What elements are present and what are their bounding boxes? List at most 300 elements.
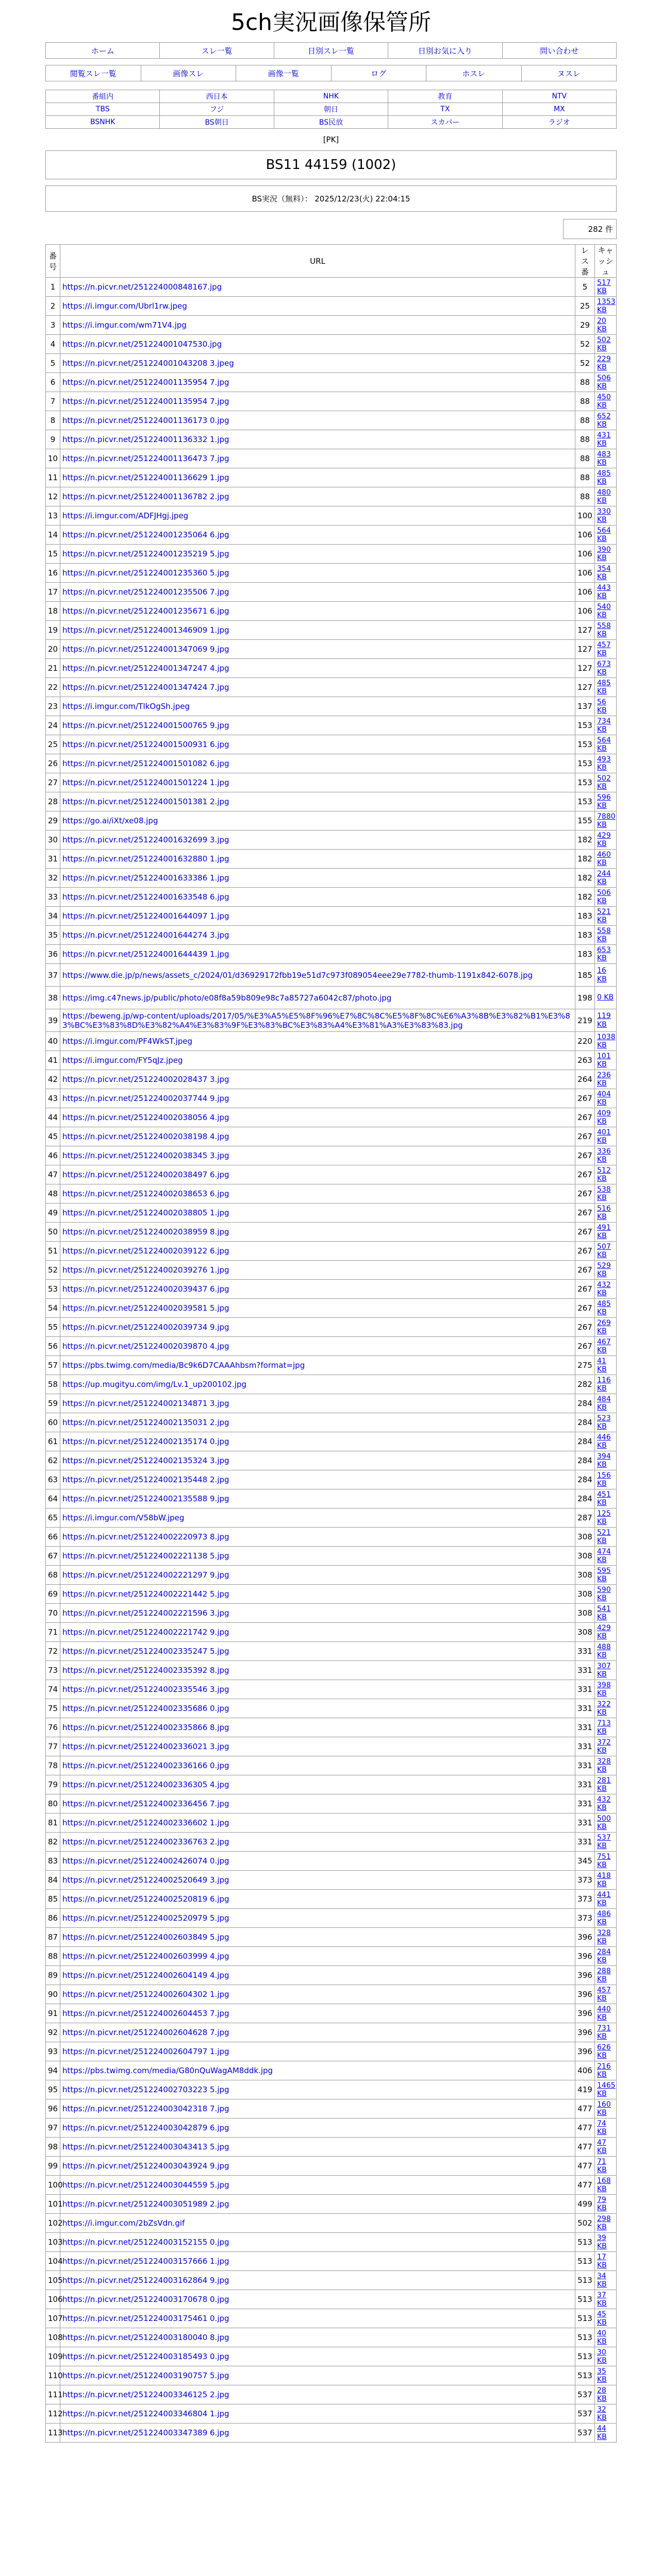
cache-size-link[interactable]: 446 KB <box>597 1433 611 1450</box>
cache-size-link[interactable]: 44 KB <box>597 2424 607 2442</box>
cache-size-link[interactable]: 485 KB <box>597 469 611 486</box>
image-url-link[interactable]: https://n.picvr.net/251224002335546 3.jpg <box>62 1685 229 1694</box>
image-url-link[interactable]: https://n.picvr.net/251224001135954 7.jpg <box>62 397 229 406</box>
cache-size-link[interactable]: 450 KB <box>597 393 611 410</box>
image-url-link[interactable]: https://n.picvr.net/251224003042879 6.jpg <box>62 2123 229 2133</box>
cache-size-link[interactable]: 429 KB <box>597 831 611 849</box>
image-url-link[interactable]: https://i.imgur.com/PF4WkST.jpeg <box>62 1037 193 1046</box>
image-url-link[interactable]: https://n.picvr.net/251224002335866 8.jpg <box>62 1723 229 1733</box>
board-link[interactable]: TBS <box>95 105 110 114</box>
board-link[interactable]: 朝日 <box>323 106 338 114</box>
board-link[interactable]: BSNHK <box>90 118 115 127</box>
cache-size-link[interactable]: 390 KB <box>597 545 611 563</box>
image-url-link[interactable]: https://n.picvr.net/251224002604302 1.jpg <box>62 1990 229 1999</box>
cache-size-link[interactable]: 160 KB <box>597 2100 611 2117</box>
cache-size-link[interactable]: 590 KB <box>597 1585 611 1603</box>
image-url-link[interactable]: https://n.picvr.net/251224001644097 1.jpg <box>62 911 229 921</box>
image-url-link[interactable]: https://i.imgur.com/ADFJHgj.jpeg <box>62 511 189 521</box>
row-cache <box>595 1718 617 1737</box>
nav-link[interactable]: ホーム <box>91 46 114 56</box>
image-url-link[interactable]: https://up.mugityu.com/img/Lv.1_up200102.jpg <box>62 1380 246 1389</box>
row-res: 153 <box>575 735 595 754</box>
cache-size-link[interactable]: 39 KB <box>597 2233 607 2251</box>
cache-size-link[interactable]: 1038 KB <box>597 1032 616 1050</box>
cache-size-link[interactable]: 119 KB <box>597 1012 611 1029</box>
cache-size-link[interactable]: 653 KB <box>597 945 611 963</box>
cache-size-link[interactable]: 500 KB <box>597 1814 611 1832</box>
image-url-link[interactable]: https://i.imgur.com/TIkOgSh.jpeg <box>62 702 190 711</box>
cache-size-link[interactable]: 523 KB <box>597 1414 611 1431</box>
cache-size-link[interactable]: 269 KB <box>597 1318 611 1336</box>
image-url-link[interactable]: https://n.picvr.net/251224002604797 1.jpg <box>62 2047 229 2057</box>
row-res: 127 <box>575 621 595 640</box>
image-url-link[interactable]: https://n.picvr.net/251224002603999 4.jpg <box>62 1952 229 1961</box>
cache-size-link[interactable]: 488 KB <box>597 1642 611 1660</box>
cache-size-link[interactable]: 517 KB <box>597 278 611 296</box>
image-url-link[interactable]: https://n.picvr.net/251224001644439 1.jpg <box>62 950 229 959</box>
image-url-link[interactable]: https://n.picvr.net/251224002604628 7.jpg <box>62 2028 229 2038</box>
row-url <box>60 354 575 373</box>
table-row <box>46 1966 617 1985</box>
image-url-link[interactable]: https://n.picvr.net/251224003043413 5.jpg <box>62 2142 229 2152</box>
cache-size-link[interactable]: 116 KB <box>597 1376 611 1393</box>
image-url-link[interactable]: https://n.picvr.net/251224001047530.jpg <box>62 340 222 349</box>
image-url-link[interactable]: https://n.picvr.net/251224002604149 4.jpg <box>62 1971 229 1980</box>
image-url-link[interactable]: https://n.picvr.net/251224001501082 6.jpg <box>62 759 229 769</box>
cache-size-link[interactable]: 56 KB <box>597 698 607 715</box>
image-url-link[interactable]: https://n.picvr.net/251224002135324 3.jpg <box>62 1456 229 1466</box>
cache-size-link[interactable]: 401 KB <box>597 1128 611 1145</box>
cache-size-link[interactable]: 394 KB <box>597 1452 611 1469</box>
cache-size-link[interactable]: 485 KB <box>597 679 611 696</box>
row-number: 78 <box>46 1756 60 1775</box>
image-url-link[interactable]: https://n.picvr.net/251224002221596 3.jpg <box>62 1608 229 1618</box>
board-link[interactable]: NTV <box>552 92 567 101</box>
image-url-link[interactable]: https://n.picvr.net/251224001135954 7.jpg <box>62 378 229 387</box>
image-url-link[interactable]: https://pbs.twimg.com/media/Bc9k6D7CAAAhbsm?format=jpg <box>62 1361 305 1370</box>
image-url-link[interactable]: https://n.picvr.net/251224003346804 1.jpg <box>62 2409 229 2419</box>
cache-size-link[interactable]: 484 KB <box>597 1395 611 1412</box>
image-url-link[interactable]: https://n.picvr.net/251224001633386 1.jpg <box>62 873 229 883</box>
cache-size-link[interactable]: 1353 KB <box>597 297 616 315</box>
cache-size-link[interactable]: 168 KB <box>597 2176 611 2194</box>
cache-size-link[interactable]: 45 KB <box>597 2310 607 2327</box>
image-url-link[interactable]: https://n.picvr.net/251224003347389 6.jpg <box>62 2428 229 2438</box>
table-row <box>46 354 617 373</box>
image-url-link[interactable]: https://pbs.twimg.com/media/G80nQuWagAM8ddk.jpg <box>62 2066 273 2076</box>
image-url-link[interactable]: https://n.picvr.net/251224003180040 8.jpg <box>62 2333 229 2343</box>
row-res: 331 <box>575 1642 595 1661</box>
cache-size-link[interactable]: 229 KB <box>597 354 611 372</box>
row-cache <box>595 1432 617 1451</box>
image-url-link[interactable]: https://i.imgur.com/2bZsVdn.gif <box>62 2218 185 2228</box>
cache-size-link[interactable]: 328 KB <box>597 1928 611 1946</box>
board-cell <box>502 90 616 103</box>
image-url-link[interactable]: https://n.picvr.net/251224002135031 2.jpg <box>62 1418 229 1428</box>
row-number: 45 <box>46 1127 60 1146</box>
image-url-link[interactable]: https://n.picvr.net/251224003152155 0.jpg <box>62 2238 229 2247</box>
image-url-link[interactable]: https://n.picvr.net/251224002426074 0.jpg <box>62 1856 229 1866</box>
cache-size-link[interactable]: 506 KB <box>597 888 611 906</box>
subnav-link[interactable]: ホスレ <box>462 69 486 78</box>
cache-size-link[interactable]: 512 KB <box>597 1166 611 1183</box>
image-url-link[interactable]: https://n.picvr.net/251224003175461 0.jpg <box>62 2314 229 2324</box>
table-row <box>46 392 617 411</box>
row-number: 63 <box>46 1470 60 1489</box>
cache-size-link[interactable]: 281 KB <box>597 1776 611 1793</box>
cache-size-link[interactable]: 35 KB <box>597 2367 607 2384</box>
cache-size-link[interactable]: 32 KB <box>597 2405 607 2422</box>
cache-size-link[interactable]: 480 KB <box>597 488 611 505</box>
image-url-link[interactable]: https://n.picvr.net/251224002703223 5.jpg <box>62 2085 229 2095</box>
image-url-link[interactable]: https://n.picvr.net/251224003044559 5.jpg <box>62 2180 229 2190</box>
cache-size-link[interactable]: 596 KB <box>597 793 611 810</box>
cache-size-link[interactable]: 443 KB <box>597 583 611 601</box>
image-url-link[interactable]: https://n.picvr.net/251224003042318 7.jpg <box>62 2104 229 2114</box>
board-link[interactable]: 西日本 <box>206 93 228 101</box>
image-url-link[interactable]: https://n.picvr.net/251224002520819 6.jpg <box>62 1894 229 1904</box>
cache-size-link[interactable]: 336 KB <box>597 1147 611 1164</box>
image-url-link[interactable]: https://n.picvr.net/251224002037744 9.jpg <box>62 1094 229 1104</box>
row-url <box>60 850 575 869</box>
image-url-link[interactable]: https://n.picvr.net/251224001347247 4.jpg <box>62 664 229 673</box>
image-url-link[interactable]: https://n.picvr.net/251224002335686 0.jpg <box>62 1704 229 1714</box>
cache-size-link[interactable]: 731 KB <box>597 2024 611 2041</box>
image-url-link[interactable]: https://n.picvr.net/251224002220973 8.jpg <box>62 1532 229 1542</box>
image-url-link[interactable]: https://i.imgur.com/V58bW.jpeg <box>62 1513 185 1523</box>
cache-size-link[interactable]: 0 KB <box>597 993 614 1002</box>
table-row <box>46 2042 617 2061</box>
image-url-link[interactable]: https://n.picvr.net/251224002336602 1.jpg <box>62 1818 229 1828</box>
image-url-link[interactable]: https://img.c47news.jp/public/photo/e08f8a59b809e98c7a85727a6042c87/photo.jpg <box>62 993 392 1003</box>
image-url-link[interactable]: https://n.picvr.net/251224001235671 6.jpg <box>62 606 229 616</box>
image-url-link[interactable]: https://n.picvr.net/251224001043208 3.jpeg <box>62 359 234 368</box>
cache-size-link[interactable]: 40 KB <box>597 2329 607 2346</box>
cache-size-link[interactable]: 516 KB <box>597 1204 611 1222</box>
image-url-link[interactable]: https://n.picvr.net/251224002603849 5.jpg <box>62 1933 229 1942</box>
image-url-link[interactable]: https://n.picvr.net/251224001235064 6.jpg <box>62 530 229 540</box>
cache-size-link[interactable]: 626 KB <box>597 2043 611 2060</box>
cache-size-link[interactable]: 652 KB <box>597 412 611 429</box>
image-url-link[interactable]: https://n.picvr.net/251224002336166 0.jpg <box>62 1761 229 1771</box>
image-url-link[interactable]: https://n.picvr.net/251224002335392 8.jpg <box>62 1666 229 1675</box>
cache-size-link[interactable]: 460 KB <box>597 850 611 868</box>
cache-size-link[interactable]: 1465 KB <box>597 2081 616 2098</box>
cache-size-link[interactable]: 538 KB <box>597 1185 611 1202</box>
subnav-link[interactable]: ログ <box>371 69 387 78</box>
cache-size-link[interactable]: 441 KB <box>597 1890 611 1908</box>
cache-size-link[interactable]: 713 KB <box>597 1719 611 1736</box>
image-url-link[interactable]: https://n.picvr.net/251224003185493 0.jpg <box>62 2352 229 2362</box>
cache-size-link[interactable]: 502 KB <box>597 335 611 353</box>
cache-size-link[interactable]: 474 KB <box>597 1547 611 1565</box>
table-row <box>46 987 617 1009</box>
row-res: 331 <box>575 1833 595 1852</box>
cache-size-link[interactable]: 20 KB <box>597 316 607 334</box>
cache-size-link[interactable]: 429 KB <box>597 1623 611 1641</box>
cache-size-link[interactable]: 41 KB <box>597 1357 607 1374</box>
board-link[interactable]: フジ <box>209 106 224 114</box>
row-number: 65 <box>46 1509 60 1528</box>
cache-size-link[interactable]: 398 KB <box>597 1681 611 1698</box>
image-url-link[interactable]: https://n.picvr.net/251224001136473 7.jpg <box>62 454 229 464</box>
image-url-link[interactable]: https://n.picvr.net/251224002336305 4.jpg <box>62 1780 229 1790</box>
image-url-link[interactable]: https://n.picvr.net/251224001632880 1.jpg <box>62 854 229 864</box>
row-res: 477 <box>575 2119 595 2138</box>
image-url-link[interactable]: https://n.picvr.net/251224003162864 9.jpg <box>62 2276 229 2285</box>
image-url-link[interactable]: https://n.picvr.net/251224002604453 7.jpg <box>62 2009 229 2019</box>
table-row <box>46 1756 617 1775</box>
row-number: 57 <box>46 1356 60 1375</box>
row-res: 267 <box>575 1337 595 1356</box>
image-url-link[interactable]: https://n.picvr.net/251224002135448 2.jpg <box>62 1475 229 1485</box>
image-url-link[interactable]: https://www.die.jp/p/news/assets_c/2024/01/d36929172fbb19e51d7c973f089054eee29e7782-thumb-1191x842-6078.jpg <box>62 970 533 980</box>
row-cache <box>595 2023 617 2042</box>
board-link[interactable]: NHK <box>323 92 339 101</box>
image-url-link[interactable]: https://n.picvr.net/251224001235506 7.jpg <box>62 587 229 597</box>
image-url-link[interactable]: https://n.picvr.net/251224002039581 5.jpg <box>62 1303 229 1313</box>
cache-size-link[interactable]: 485 KB <box>597 1299 611 1317</box>
cache-size-link[interactable]: 564 KB <box>597 526 611 544</box>
image-url-link[interactable]: https://n.picvr.net/251224002038056 4.jpg <box>62 1113 229 1123</box>
image-url-link[interactable]: https://n.picvr.net/251224002038653 6.jpg <box>62 1189 229 1199</box>
cache-size-link[interactable]: 483 KB <box>597 450 611 467</box>
image-url-link[interactable]: https://n.picvr.net/251224003157666 1.jpg <box>62 2257 229 2266</box>
image-url-link[interactable]: https://n.picvr.net/251224001501381 2.jpg <box>62 797 229 807</box>
image-url-link[interactable]: https://n.picvr.net/251224002221742 9.jpg <box>62 1628 229 1637</box>
cache-size-link[interactable]: 288 KB <box>597 1967 611 1984</box>
image-url-link[interactable]: https://n.picvr.net/251224002336021 3.jpg <box>62 1742 229 1752</box>
cache-size-link[interactable]: 491 KB <box>597 1223 611 1241</box>
row-res: 185 <box>575 964 595 987</box>
row-number: 61 <box>46 1432 60 1451</box>
cache-size-link[interactable]: 79 KB <box>597 2195 607 2213</box>
cache-size-link[interactable]: 322 KB <box>597 1700 611 1717</box>
board-link[interactable]: BS民放 <box>319 118 343 127</box>
image-url-link[interactable]: https://n.picvr.net/251224002335247 5.jpg <box>62 1647 229 1656</box>
cache-size-link[interactable]: 507 KB <box>597 1242 611 1260</box>
subnav-link[interactable]: ヌスレ <box>557 69 581 78</box>
row-cache <box>595 621 617 640</box>
table-row <box>46 1794 617 1814</box>
subnav-link[interactable]: 閲覧スレ一覧 <box>70 69 117 78</box>
cache-size-link[interactable]: 71 KB <box>597 2157 607 2175</box>
cache-size-link[interactable]: 521 KB <box>597 907 611 925</box>
cache-size-link[interactable]: 409 KB <box>597 1109 611 1126</box>
image-url-link[interactable]: https://n.picvr.net/251224001136332 1.jpg <box>62 435 229 445</box>
image-url-link[interactable]: https://n.picvr.net/251224002038497 6.jpg <box>62 1170 229 1180</box>
image-url-link[interactable]: https://i.imgur.com/Ubrl1rw.jpeg <box>62 301 187 311</box>
image-url-link[interactable]: https://n.picvr.net/251224002520649 3.jpg <box>62 1875 229 1885</box>
table-row <box>46 1718 617 1737</box>
cache-size-link[interactable]: 734 KB <box>597 717 611 734</box>
image-url-link[interactable]: https://n.picvr.net/251224002520979 5.jpg <box>62 1913 229 1923</box>
cache-size-link[interactable]: 431 KB <box>597 431 611 448</box>
image-url-link[interactable]: https://n.picvr.net/251224002038345 3.jpg <box>62 1151 229 1161</box>
nav-link[interactable]: 日別お気に入り <box>418 46 472 56</box>
cache-size-link[interactable]: 284 KB <box>597 1947 611 1965</box>
image-url-link[interactable]: https://n.picvr.net/251224003190757 5.jpg <box>62 2371 229 2381</box>
cache-size-link[interactable]: 558 KB <box>597 621 611 639</box>
cache-size-link[interactable]: 307 KB <box>597 1662 611 1679</box>
board-link[interactable]: 教育 <box>438 93 453 101</box>
subnav-link[interactable]: 画像スレ <box>173 69 204 78</box>
cache-size-link[interactable]: 432 KB <box>597 1795 611 1812</box>
cache-size-link[interactable]: 74 KB <box>597 2119 607 2137</box>
board-link[interactable]: TX <box>440 105 450 114</box>
cache-size-link[interactable]: 595 KB <box>597 1566 611 1584</box>
board-link[interactable]: 番組内 <box>92 93 114 101</box>
image-url-link[interactable]: https://n.picvr.net/251224001136782 2.jpg <box>62 492 229 502</box>
cache-size-link[interactable]: 493 KB <box>597 755 611 772</box>
nav-link[interactable]: 日別スレ一覧 <box>307 46 354 56</box>
nav-link[interactable]: 問い合わせ <box>540 46 579 56</box>
cache-size-link[interactable]: 502 KB <box>597 774 611 791</box>
subnav-link[interactable]: 画像一覧 <box>268 69 299 78</box>
image-url-link[interactable]: https://n.picvr.net/251224003346125 2.jpg <box>62 2390 229 2400</box>
image-url-link[interactable]: https://n.picvr.net/251224002135588 9.jpg <box>62 1494 229 1504</box>
cache-size-link[interactable]: 16 KB <box>597 967 607 984</box>
cache-size-link[interactable]: 673 KB <box>597 659 611 677</box>
subnav-cell <box>141 65 236 81</box>
cache-size-link[interactable]: 537 KB <box>597 1833 611 1851</box>
cache-size-link[interactable]: 156 KB <box>597 1471 611 1488</box>
cache-size-link[interactable]: 751 KB <box>597 1852 611 1870</box>
image-url-link[interactable]: https://n.picvr.net/251224001136629 1.jpg <box>62 473 229 483</box>
table-row <box>46 621 617 640</box>
cache-size-link[interactable]: 467 KB <box>597 1337 611 1355</box>
cache-size-link[interactable]: 558 KB <box>597 926 611 944</box>
image-url-link[interactable]: https://n.picvr.net/251224002221442 5.jpg <box>62 1589 229 1599</box>
row-cache <box>595 1394 617 1413</box>
row-url <box>60 583 575 602</box>
cache-size-link[interactable]: 236 KB <box>597 1071 611 1088</box>
image-url-link[interactable]: https://n.picvr.net/251224003043924 9.jpg <box>62 2161 229 2171</box>
cache-size-link[interactable]: 521 KB <box>597 1528 611 1546</box>
cache-size-link[interactable]: 298 KB <box>597 2214 611 2232</box>
image-url-link[interactable]: https://n.picvr.net/251224001501224 1.jpg <box>62 778 229 788</box>
row-url <box>60 1737 575 1756</box>
cache-size-link[interactable]: 244 KB <box>597 869 611 887</box>
row-url <box>60 1489 575 1509</box>
image-url-link[interactable]: https://n.picvr.net/251224001633548 6.jpg <box>62 892 229 902</box>
image-url-link[interactable]: https://beweng.jp/wp-content/uploads/2017/05/%E3%A5%E5%8F%96%E7%8C%8C%E5%8F%8C%E6%A3%8B%E3%82%B1%E3%83%BC%E3%83%8D%E3%82%A4%E3%83%9F%E3%83%BC%E3%83%A4%E3%81%A3%E3%83%83.jpg <box>62 1011 570 1030</box>
cache-size-link[interactable]: 457 KB <box>597 1986 611 2003</box>
cache-size-link[interactable]: 47 KB <box>597 2138 607 2156</box>
image-url-link[interactable]: https://n.picvr.net/251224001347424 7.jpg <box>62 683 229 692</box>
cache-size-link[interactable]: 372 KB <box>597 1738 611 1755</box>
image-url-link[interactable]: https://n.picvr.net/251224002336456 7.jpg <box>62 1799 229 1809</box>
image-url-link[interactable]: https://n.picvr.net/251224002039122 6.jpg <box>62 1246 229 1256</box>
image-url-link[interactable]: https://n.picvr.net/251224003051989 2.jpg <box>62 2199 229 2209</box>
board-link[interactable]: BS朝日 <box>205 118 229 127</box>
image-url-link[interactable]: https://n.picvr.net/251224002028437 3.jpg <box>62 1075 229 1084</box>
image-url-link[interactable]: https://n.picvr.net/251224002039870 4.jpg <box>62 1342 229 1351</box>
cache-size-link[interactable]: 486 KB <box>597 1909 611 1927</box>
cache-size-link[interactable]: 541 KB <box>597 1604 611 1622</box>
board-link[interactable]: ラジオ <box>548 118 570 127</box>
row-url <box>60 411 575 430</box>
image-url-link[interactable]: https://n.picvr.net/251224002038959 8.jpg <box>62 1227 229 1237</box>
cache-size-link[interactable]: 457 KB <box>597 640 611 658</box>
image-url-link[interactable]: https://n.picvr.net/251224002038198 4.jpg <box>62 1132 229 1142</box>
image-url-link[interactable]: https://n.picvr.net/251224002336763 2.jpg <box>62 1837 229 1847</box>
image-url-link[interactable]: https://i.imgur.com/wm71V4.jpg <box>62 320 187 330</box>
row-cache <box>595 792 617 811</box>
image-url-link[interactable]: https://n.picvr.net/251224001235219 5.jpg <box>62 549 229 559</box>
cache-size-link[interactable]: 17 KB <box>597 2252 607 2270</box>
cache-size-link[interactable]: 216 KB <box>597 2062 611 2079</box>
cache-size-link[interactable]: 330 KB <box>597 507 611 524</box>
image-url-link[interactable]: https://n.picvr.net/251224002039276 1.jpg <box>62 1265 229 1275</box>
row-res: 477 <box>575 2157 595 2176</box>
image-url-link[interactable]: https://n.picvr.net/251224000848167.jpg <box>62 282 222 292</box>
cache-size-link[interactable]: 564 KB <box>597 736 611 753</box>
image-url-link[interactable]: https://n.picvr.net/251224002039437 6.jpg <box>62 1284 229 1294</box>
cache-size-link[interactable]: 354 KB <box>597 564 611 582</box>
image-url-link[interactable]: https://n.picvr.net/251224003170678 0.jpg <box>62 2295 229 2304</box>
row-cache <box>595 1852 617 1871</box>
image-url-link[interactable]: https://n.picvr.net/251224002135174 0.jpg <box>62 1437 229 1447</box>
cache-size-link[interactable]: 125 KB <box>597 1509 611 1527</box>
board-link[interactable]: スカパー <box>431 118 460 127</box>
image-url-link[interactable]: https://n.picvr.net/251224001235360 5.jpg <box>62 568 229 578</box>
nav-link[interactable]: スレ一覧 <box>201 46 233 56</box>
cache-size-link[interactable]: 328 KB <box>597 1757 611 1774</box>
board-link[interactable]: MX <box>553 105 565 114</box>
image-url-link[interactable]: https://n.picvr.net/251224001632699 3.jpg <box>62 835 229 845</box>
image-url-link[interactable]: https://n.picvr.net/251224001644274 3.jpg <box>62 930 229 940</box>
row-number: 16 <box>46 564 60 583</box>
cache-size-link[interactable]: 540 KB <box>597 602 611 620</box>
image-url-link[interactable]: https://n.picvr.net/251224001346909 1.jpg <box>62 625 229 635</box>
row-url <box>60 2042 575 2061</box>
table-row <box>46 468 617 487</box>
row-res: 106 <box>575 583 595 602</box>
image-url-link[interactable]: https://n.picvr.net/251224002221138 5.jpg <box>62 1551 229 1561</box>
cache-size-link[interactable]: 451 KB <box>597 1490 611 1507</box>
image-url-link[interactable]: https://n.picvr.net/251224001500931 6.jpg <box>62 740 229 750</box>
cache-size-link[interactable]: 28 KB <box>597 2386 607 2403</box>
image-url-link[interactable]: https://n.picvr.net/251224001500765 9.jpg <box>62 721 229 731</box>
row-number: 46 <box>46 1146 60 1165</box>
cache-size-link[interactable]: 30 KB <box>597 2348 607 2365</box>
image-url-link[interactable]: https://n.picvr.net/251224002038805 1.jpg <box>62 1208 229 1218</box>
image-url-link[interactable]: https://n.picvr.net/251224002134871 3.jpg <box>62 1399 229 1409</box>
image-url-link[interactable]: https://i.imgur.com/FY5qJz.jpeg <box>62 1056 183 1065</box>
cache-size-link[interactable]: 418 KB <box>597 1871 611 1889</box>
image-url-link[interactable]: https://n.picvr.net/251224002039734 9.jpg <box>62 1323 229 1332</box>
cache-size-link[interactable]: 529 KB <box>597 1261 611 1279</box>
row-number: 28 <box>46 792 60 811</box>
row-cache <box>595 1204 617 1223</box>
image-url-link[interactable]: https://n.picvr.net/251224001136173 0.jpg <box>62 416 229 426</box>
image-url-link[interactable]: https://n.picvr.net/251224001347069 9.jpg <box>62 645 229 654</box>
row-res: 284 <box>575 1413 595 1432</box>
cache-size-link[interactable]: 440 KB <box>597 2005 611 2022</box>
cache-size-link[interactable]: 37 KB <box>597 2291 607 2308</box>
cache-size-link[interactable]: 101 KB <box>597 1052 611 1069</box>
image-url-link[interactable]: https://n.picvr.net/251224002221297 9.jpg <box>62 1570 229 1580</box>
cache-size-link[interactable]: 506 KB <box>597 374 611 391</box>
cache-size-link[interactable]: 404 KB <box>597 1090 611 1107</box>
image-url-link[interactable]: https://go.ai/iXt/xe08.jpg <box>62 816 158 826</box>
cache-size-link[interactable]: 34 KB <box>597 2272 607 2289</box>
row-cache <box>595 1794 617 1814</box>
cache-size-link[interactable]: 432 KB <box>597 1280 611 1298</box>
row-res: 52 <box>575 354 595 373</box>
cache-size-link[interactable]: 7880 KB <box>597 812 616 829</box>
